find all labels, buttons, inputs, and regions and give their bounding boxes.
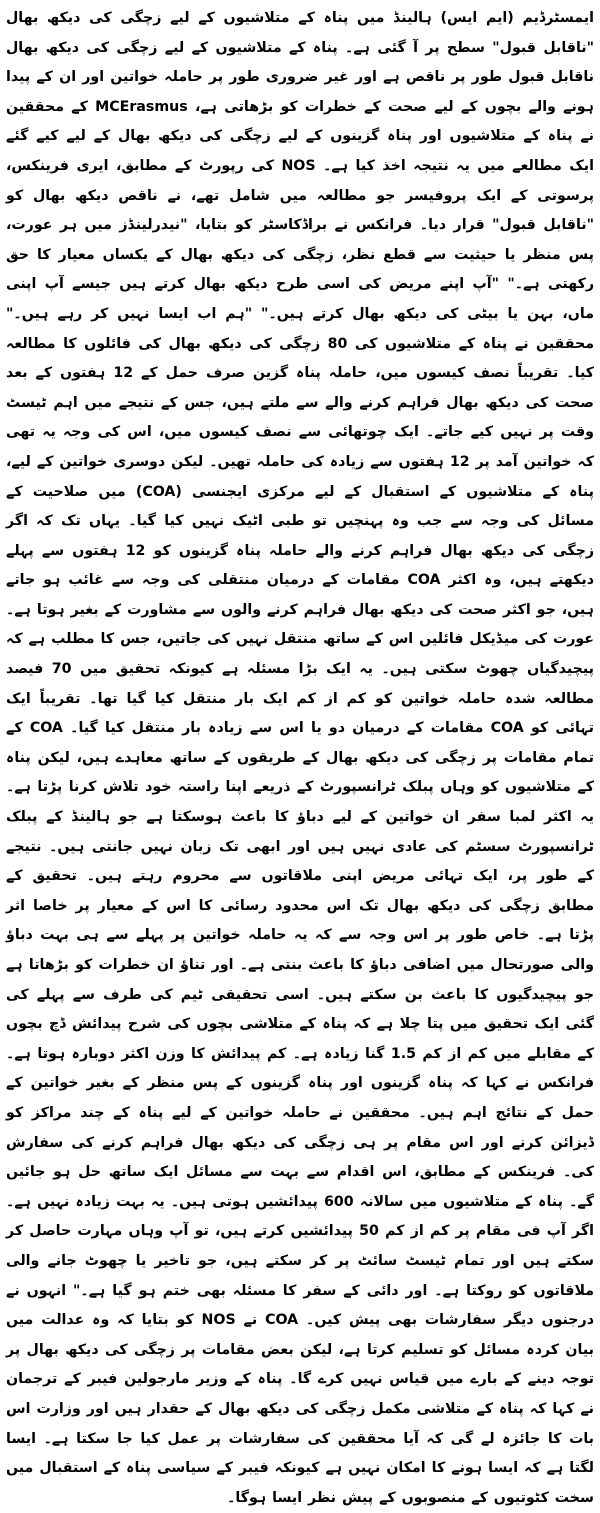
article-body-text: ایمسٹرڈیم (ایم ایس) ہالینڈ میں پناہ کے متلاشیوں کے لیے زچگی کی دیکھ بھال "ناقابل قبول" سطح پر آ گئی ہے۔ پناہ کے متلاشیوں کے لیے زچگی کی دیکھ بھال ناقابل قبول طور پر ناقص ہے اور غیر ضروری طور پر حاملہ خواتین اور ان کے پیدا ہونے والے بچوں کے لیے صحت کے خطرات کو بڑھاتی ہے، MCErasmus کے محققین نے پناہ کے متلاشیوں اور پناہ گزینوں کے لیے زچگی کی دیکھ بھال کے لیے کیے گئے ایک مطالعے میں یہ نتیجہ اخذ کیا ہے۔ NOS کی رپورٹ کے مطابق، ایری فرینکس، پرسوتی کے ایک پروفیسر جو مطالعہ میں شامل تھے، نے ناقص دیکھ بھال کو "ناقابل قبول" قرار دیا۔ فرانکس نے براڈکاسٹر کو بتایا، "نیدرلینڈز میں ہر عورت، پس منظر یا حیثیت سے قطع نظر، زچگی کی دیکھ بھال کے یکساں معیار کا حق رکھتی ہے۔" "آپ اپنے مریض کی اسی طرح دیکھ بھال کرتے ہیں جیسے آپ اپنی ماں، بہن یا بیٹی کی دیکھ بھال کرتے ہیں۔" "ہم اب ایسا نہیں کر رہے ہیں۔" محققین نے پناہ کے متلاشیوں کی 80 زچگی کی دیکھ بھال کی فائلوں کا مطالعہ کیا۔ تقریباً نصف کیسوں میں، حاملہ پناہ گزین صرف حمل کے 12 ہفتوں کے بعد صحت کی دیکھ بھال فراہم کرنے والے سے ملتے ہیں، جس کے نتیجے میں اہم ٹیسٹ وقت پر نہیں کیے جاتے۔ ایک چوتھائی سے نصف کیسوں میں، اس کی وجہ یہ تھی کہ خواتین آمد پر 12 ہفتوں سے زیادہ کی حاملہ تھیں۔ لیکن دوسری خواتین کے لیے، پناہ کے متلاشیوں کے استقبال کے لیے مرکزی ایجنسی (COA) میں صلاحیت کے مسائل کی وجہ سے جب وہ پہنچیں تو طبی اٹیک نہیں کیا گیا۔ یہاں تک کہ اگر زچگی کی دیکھ بھال فراہم کرنے والے حاملہ پناہ گزینوں کو 12 ہفتوں سے پہلے دیکھتے ہیں، وہ اکثر COA مقامات کے درمیان منتقلی کی وجہ سے غائب ہو جاتے ہیں، جو اکثر صحت کی دیکھ بھال فراہم کرنے والوں سے مشاورت کے بغیر ہوتا ہے۔ عورت کی میڈیکل فائلیں اس کے ساتھ منتقل نہیں کی جاتیں، جس کا مطلب ہے کہ پیچیدگیاں چھوٹ سکتی ہیں۔ یہ ایک بڑا مسئلہ ہے کیونکہ تحقیق میں 70 فیصد مطالعہ شدہ حاملہ خواتین کو کم از کم ایک بار منتقل کیا گیا تھا۔ تقریباً ایک تہائی کو COA مقامات کے درمیان دو یا اس سے زیادہ بار منتقل کیا گیا۔ COA کے تمام مقامات پر زچگی کی دیکھ بھال کے طریقوں کے ساتھ معاہدے ہیں، لیکن پناہ کے متلاشیوں کو وہاں پبلک ٹرانسپورٹ کے ذریعے اپنا راستہ خود تلاش کرنا پڑتا ہے۔ یہ اکثر لمبا سفر ان خواتین کے لیے دباؤ کا باعث ہوسکتا ہے جو ہالینڈ کے پبلک ٹرانسپورٹ سسٹم کی عادی نہیں ہیں اور ابھی تک زبان نہیں جانتی ہیں۔ نتیجے کے طور پر، ایک تہائی مریض اپنی ملاقاتوں سے محروم رہتے ہیں۔ تحقیق کے مطابق زچگی کی دیکھ بھال تک اس محدود رسائی کا اس کے معیار پر خاصا اثر پڑتا ہے۔ خاص طور پر اس وجہ سے کہ یہ حاملہ خواتین پر پہلے سے ہی بہت دباؤ والی صورتحال میں اضافی دباؤ کا باعث بنتی ہے۔ اور تناؤ ان خطرات کو بڑھاتا ہے جو پیچیدگیوں کا باعث بن سکتے ہیں۔ اسی تحقیقی ٹیم کی طرف سے پہلے کی گئی ایک تحقیق میں پتا چلا ہے کہ پناہ کے متلاشی بچوں کی شرح پیدائش ڈچ بچوں کے مقابلے میں کم از کم 1.5 گنا زیادہ ہے۔ کم پیدائش کا وزن اکثر دوبارہ ہوتا ہے۔ فرانکس نے کہا کہ پناہ گزینوں اور پناہ گزینوں کے پس منظر کے بغیر خواتین کے حمل کے نتائج اہم ہیں۔ محققین نے حاملہ خواتین کے لیے پناہ کے چند مراکز کو ڈیزائن کرنے اور اس مقام پر ہی زچگی کی دیکھ بھال فراہم کرنے کی سفارش کی۔ فرینکس کے مطابق، اس اقدام سے بہت سے مسائل ایک ساتھ حل ہو جائیں گے۔ پناہ کے متلاشیوں میں سالانہ 600 پیدائشیں ہوتی ہیں۔ یہ بہت زیادہ نہیں ہے۔ اگر آپ فی مقام پر کم از کم 50 پیدائشیں کرتے ہیں، تو آپ وہاں مہارت حاصل کر سکتے ہیں اور تمام ٹیسٹ سائٹ پر کر سکتے ہیں، جو تاخیر یا چھوٹ جانے والی ملاقاتوں کو روکتا ہے۔ اور دائی کے سفر کا مسئلہ بھی ختم ہو گیا ہے۔" انہوں نے درجنوں دیگر سفارشات بھی پیش کیں۔ COA نے NOS کو بتایا کہ وہ عدالت میں بیان کردہ مسائل کو تسلیم کرتا ہے، لیکن بعض مقامات پر زچگی کی دیکھ بھال پر توجہ دینے کے بارے میں قیاس نہیں کرے گا۔ پناہ کے وزیر مارجولین فیبر کے ترجمان نے کہا کہ پناہ کے متلاشی مکمل زچگی کی دیکھ بھال کے حقدار ہیں اور وزارت اس بات کا جائزہ لے گی کہ آیا محققین کی سفارشات پر عمل کیا جا سکتا ہے۔ ایسا لگتا ہے کہ ایسا ہونے کا امکان نہیں ہے کیونکہ فیبر کے سیاسی پناہ کے استقبال میں سخت کٹوتیوں کے منصوبوں کے پیش نظر ایسا ہوگا۔ bbox=[6, 10, 595, 1506]
